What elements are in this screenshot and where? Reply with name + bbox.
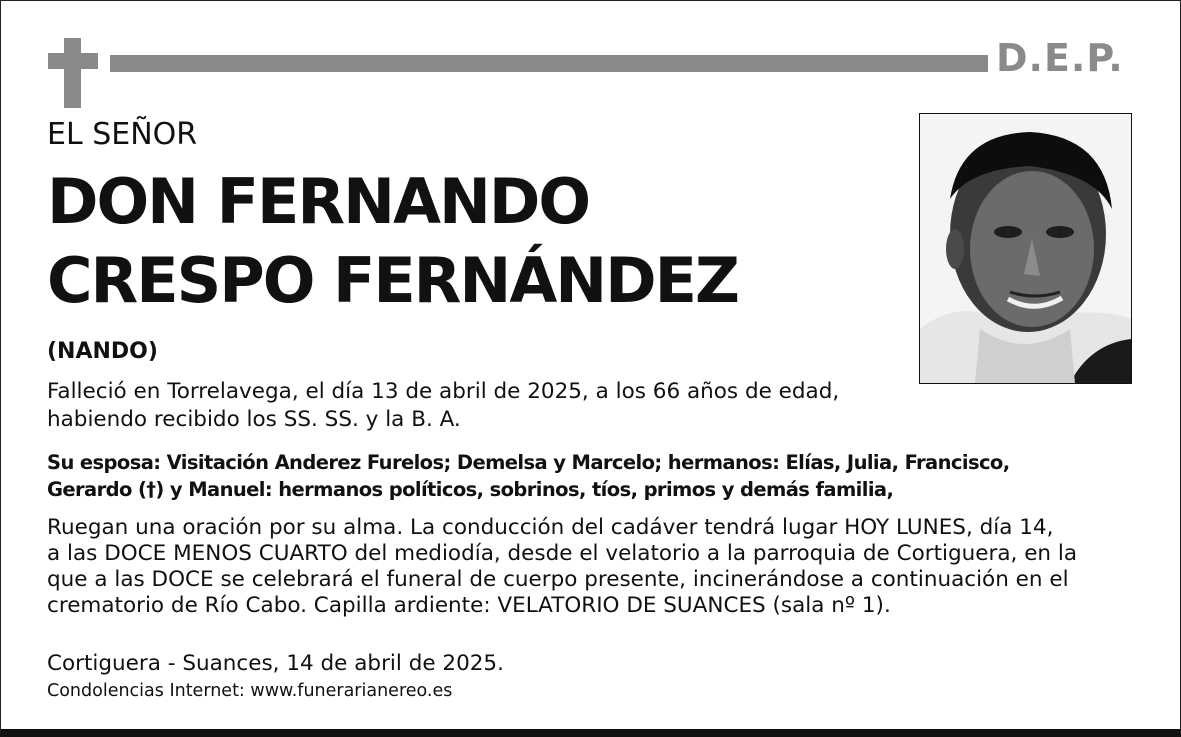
funeral-line: crematorio de Río Cabo. Capilla ardiente: VELATORIO DE SUANCES (sala nº 1). <box>47 593 891 618</box>
cross-horizontal-bar <box>48 53 98 69</box>
death-line: Falleció en Torrelavega, el día 13 de abril de 2025, a los 66 años de edad, <box>47 379 840 404</box>
portrait-image <box>920 114 1131 383</box>
funeral-line: que a las DOCE se celebrará el funeral de cuerpo presente, incinerándose a continuación en el <box>47 567 1069 592</box>
nickname: (NANDO) <box>47 339 158 364</box>
condolences-link[interactable]: Condolencias Internet: www.funerarianereo.es <box>47 681 453 701</box>
family-list <box>47 449 1010 503</box>
place-date: Cortiguera - Suances, 14 de abril de 2025. <box>47 651 504 676</box>
funeral-line: a las DOCE MENOS CUARTO del mediodía, desde el velatorio a la parroquia de Cortiguera, en la <box>47 541 1078 566</box>
death-line: habiendo recibido los SS. SS. y la B. A. <box>47 407 461 432</box>
funeral-details <box>47 515 1077 619</box>
family-line: Su esposa: Visitación Anderez Furelos; Demelsa y Marcelo; hermanos: Elías, Julia, Francisco, <box>47 451 1010 474</box>
dep-label: D.E.P. <box>996 36 1124 80</box>
honorific: EL SEÑOR <box>47 117 198 152</box>
funeral-line: Ruegan una oración por su alma. La conducción del cadáver tendrá lugar HOY LUNES, día 14, <box>47 515 1054 540</box>
cross-vertical-bar <box>64 38 81 108</box>
death-statement <box>47 378 839 434</box>
deceased-name-line2: CRESPO FERNÁNDEZ <box>47 244 738 317</box>
deceased-name-line1: DON FERNANDO <box>47 165 590 238</box>
header-rule <box>110 55 988 72</box>
family-line: Gerardo (†) y Manuel: hermanos políticos, sobrinos, tíos, primos y demás familia, <box>47 478 894 501</box>
portrait-photo <box>919 113 1132 384</box>
